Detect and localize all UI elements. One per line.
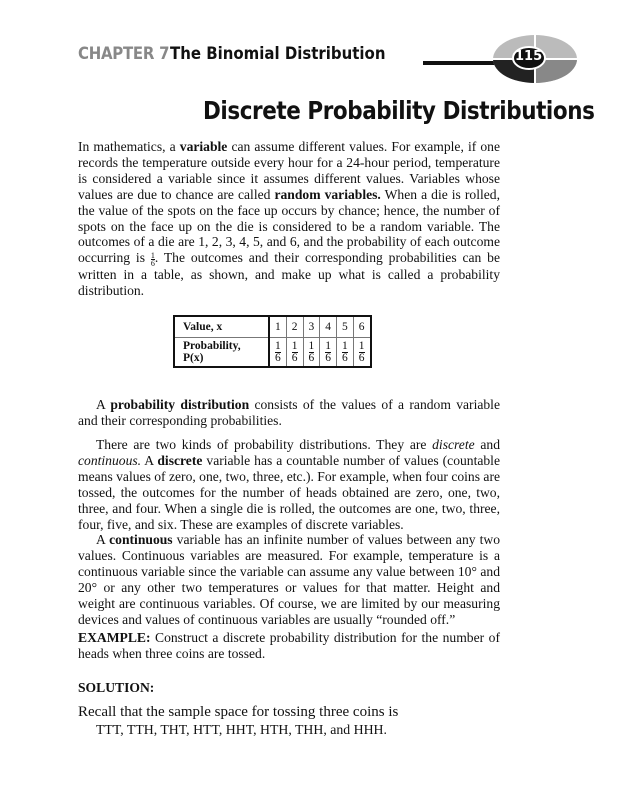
example-text: Construct a discrete probability distribution for the number of heads when three coins are tossed. [78, 630, 500, 661]
numerator: 1 [325, 339, 331, 352]
term-discrete-bold: discrete [157, 452, 203, 468]
row-label-probability: Probability, P(x) [174, 338, 269, 368]
table-row [174, 316, 371, 338]
denominator: 6 [308, 351, 315, 364]
table-cell [269, 338, 286, 368]
term-random-variables: random variables. [274, 186, 381, 202]
numerator: 1 [275, 339, 281, 352]
denominator: 6 [150, 258, 155, 268]
denominator: 6 [342, 351, 348, 364]
page-number: 115 [515, 49, 543, 64]
text: can assume different values. For example, if one records the temperature outside every hour for a 24-hour period, temperature is considered a variable since it assumes different values. Variables whose values are due to chance are called [78, 139, 500, 202]
table-cell: 5 [337, 316, 354, 338]
text: and [474, 437, 500, 452]
numerator: 1 [342, 339, 348, 352]
example-label: EXAMPLE: [78, 630, 151, 645]
paragraph-discrete [78, 437, 500, 532]
paragraph-definition [78, 397, 500, 429]
text: A [96, 397, 111, 412]
table-cell: 3 [303, 316, 320, 338]
numerator: 1 [291, 339, 298, 352]
text: There are two kinds of probability distributions. They are [96, 437, 433, 452]
table-row [174, 338, 371, 368]
solution-label: SOLUTION: [78, 680, 155, 695]
denominator: 6 [291, 351, 298, 364]
denominator: 6 [275, 351, 281, 364]
numerator: 1 [358, 339, 365, 352]
table-cell: 2 [286, 316, 303, 338]
text: . The outcomes and their corresponding probabilities can be written in a table, as shown, and make up what is called a probability distribution. [78, 250, 500, 298]
denominator: 6 [325, 351, 331, 364]
text: A [96, 532, 110, 547]
text: In mathematics, a [78, 139, 180, 154]
term-continuous: continuous. [78, 452, 142, 468]
page-number-badge [492, 34, 578, 84]
text: variable has an infinite number of values between any two values. Continuous variables are measured. For example, temperature is a continuous variable since the variable can assume any value between 10° and 20° or any other two temperatures or values for that matter. Height and weight are continuous variables. Of course, we are limited by our measuring devices and values of continuous variables are usually “rounded off.” [78, 532, 500, 627]
table-cell: 1 [269, 316, 286, 338]
denominator: 6 [358, 351, 365, 364]
recall-text: Recall that the sample space for tossing three coins is [78, 704, 399, 720]
table-cell [337, 338, 354, 368]
table-cell [320, 338, 337, 368]
paragraph-continuous [78, 532, 500, 627]
text: A [141, 452, 158, 468]
section-title: Discrete Probability Distributions [203, 96, 595, 125]
table-cell: 6 [353, 316, 370, 338]
table-cell [286, 338, 303, 368]
row-label-value: Value, x [174, 316, 269, 338]
term-continuous-bold: continuous [109, 532, 173, 547]
text: consists of the values of a random variable and their corresponding probabilities. [78, 397, 500, 428]
numerator: 1 [308, 339, 315, 352]
term-probability-distribution: probability distribution [110, 397, 250, 412]
probability-table [173, 315, 372, 368]
term-discrete: discrete [432, 437, 475, 452]
numerator: 1 [150, 250, 155, 260]
term-variable: variable [179, 139, 228, 154]
chapter-title: The Binomial Distribution [170, 44, 386, 64]
example [78, 630, 500, 662]
paragraph-intro [78, 139, 500, 299]
sample-space-outcomes: TTT, TTH, THT, HTT, HHT, HTH, THH, and HHH. [96, 722, 387, 737]
text: When a die is rolled, the value of the spots on the face up occurs by chance; hence, the number of spots on the face up on the die is considered to be a random variable. The outcomes of a die are 1, 2, 3, 4, 5, and 6, and the probability of each outcome occurring is [78, 186, 500, 266]
chapter-label: CHAPTER 7 [78, 44, 170, 64]
table-cell [303, 338, 320, 368]
table-cell [353, 338, 370, 368]
table-cell: 4 [320, 316, 337, 338]
text: variable has a countable number of values (countable means values of zero, one, two, three, etc.). For example, when four coins are tossed, the outcomes for the number of heads obtained are zero, one, two, three, and four. When a single die is rolled, the outcomes are one, two, three, four, five, and six. These are examples of discrete variables. [78, 452, 501, 532]
